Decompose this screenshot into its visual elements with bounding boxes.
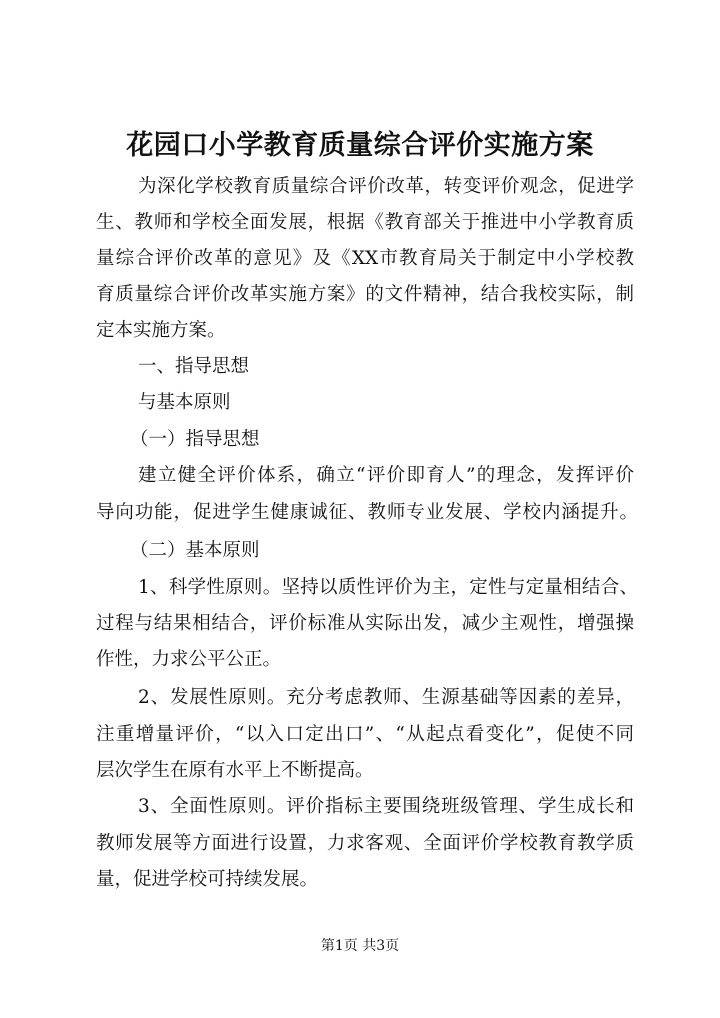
body-line: 量，促进学校可持续发展。 — [96, 869, 319, 890]
body-line: 为深化学校教育质量综合评价改革，转变评价观念，促进学 — [138, 176, 634, 197]
section-heading: 一、指导思想 — [138, 356, 250, 377]
body-line: 2、发展性原则。充分考虑教师、生源基础等因素的差异， — [138, 687, 634, 708]
body-line: 注重增量评价，“以入口定出口”、“从起点看变化”，促使不同 — [96, 724, 634, 745]
body-line: 建立健全评价体系，确立“评价即育人”的理念，发挥评价 — [138, 465, 634, 486]
document-title: 花园口小学教育质量综合评价实施方案 — [126, 130, 594, 161]
section-heading: 与基本原则 — [138, 392, 231, 413]
body-line: 过程与结果相结合，评价标准从实际出发，减少主观性，增强操 — [96, 613, 634, 634]
subsection-heading: （一）指导思想 — [130, 429, 260, 450]
body-line: 量综合评价改革的意见》及《XX市教育局关于制定中小学校教 — [96, 248, 634, 269]
body-line: 教师发展等方面进行设置，力求客观、全面评价学校教育教学质 — [96, 833, 634, 854]
body-line: 生、教师和学校全面发展，根据《教育部关于推进中小学教育质 — [96, 212, 634, 233]
body-line: 3、全面性原则。评价指标主要围绕班级管理、学生成长和 — [138, 796, 634, 817]
body-line: 层次学生在原有水平上不断提高。 — [96, 760, 374, 781]
body-line: 定本实施方案。 — [96, 320, 226, 341]
body-line: 1、科学性原则。坚持以质性评价为主，定性与定量相结合、 — [138, 577, 638, 598]
page-number: 第1页 共3页 — [320, 938, 400, 954]
body-line: 导向功能，促进学生健康诚征、教师专业发展、学校内涵提升。 — [96, 502, 638, 523]
body-line: 育质量综合评价改革实施方案》的文件精神，结合我校实际，制 — [96, 284, 634, 305]
subsection-heading: （二）基本原则 — [130, 540, 260, 561]
body-line: 作性，力求公平公正。 — [96, 649, 282, 670]
